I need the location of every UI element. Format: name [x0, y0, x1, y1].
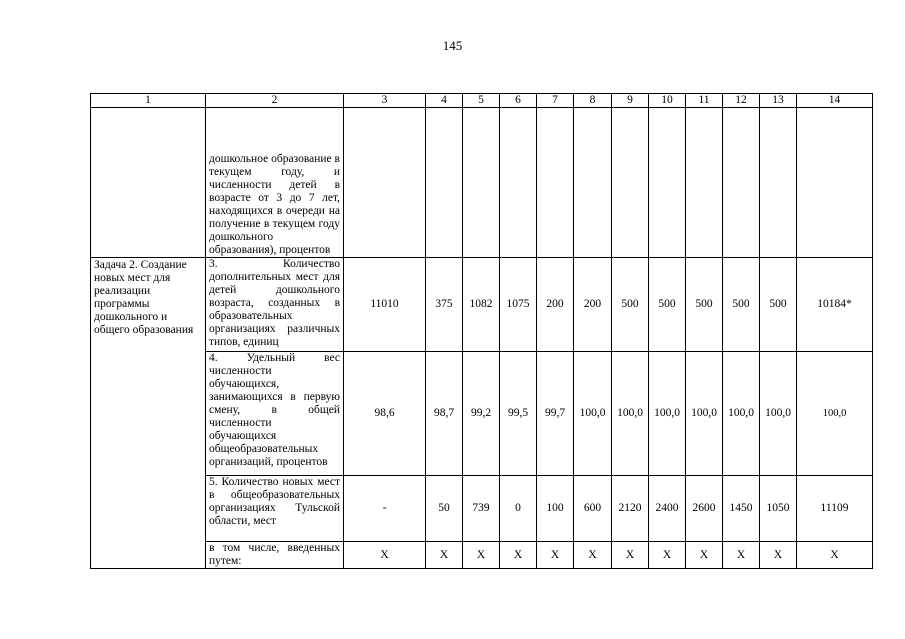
page-number: 145 [442, 38, 463, 53]
header-cell: 2 [206, 94, 344, 108]
value-cell: 2400 [649, 476, 686, 542]
value-cell: 500 [760, 258, 797, 352]
value-cell: 1450 [723, 476, 760, 542]
header-cell: 7 [537, 94, 574, 108]
value-cell [649, 108, 686, 258]
value-cell: X [426, 542, 463, 569]
value-cell: 10184* [797, 258, 873, 352]
value-cell: 99,5 [500, 352, 537, 476]
value-cell: 100,0 [574, 352, 612, 476]
value-cell: 98,6 [344, 352, 426, 476]
value-cell: 98,7 [426, 352, 463, 476]
task-cell [91, 108, 206, 258]
header-cell: 3 [344, 94, 426, 108]
indicator-cell: в том числе, введенных путем: [206, 542, 344, 569]
value-cell: 100 [537, 476, 574, 542]
indicator-cell: 5. Количество новых мест в общеобразовательных организациях Тульской области, мест [206, 476, 344, 542]
value-cell: X [500, 542, 537, 569]
value-cell: 0 [500, 476, 537, 542]
value-cell: 50 [426, 476, 463, 542]
header-cell: 14 [797, 94, 873, 108]
value-cell: X [537, 542, 574, 569]
header-cell: 6 [500, 94, 537, 108]
value-cell: 100,0 [723, 352, 760, 476]
indicators-table [90, 93, 873, 569]
indicator-cell: 4. Удельный вес численности обучающихся, занимающихся в первую смену, в общей численности обучающихся общеобразовательных организаций, процентов [206, 352, 344, 476]
value-cell: 500 [649, 258, 686, 352]
value-cell: X [574, 542, 612, 569]
value-cell: 200 [574, 258, 612, 352]
value-cell: X [760, 542, 797, 569]
table-row [91, 258, 873, 352]
value-cell [574, 108, 612, 258]
header-cell: 10 [649, 94, 686, 108]
value-cell: 100,0 [649, 352, 686, 476]
value-cell: 100,0 [797, 352, 873, 476]
value-cell: X [463, 542, 500, 569]
value-cell [760, 108, 797, 258]
header-cell: 1 [91, 94, 206, 108]
value-cell: 2600 [686, 476, 723, 542]
table-header-row [91, 94, 873, 108]
table-row [91, 542, 873, 569]
value-cell: 11010 [344, 258, 426, 352]
value-cell: 500 [612, 258, 649, 352]
header-cell: 8 [574, 94, 612, 108]
value-cell: 1082 [463, 258, 500, 352]
value-cell: X [612, 542, 649, 569]
value-cell [686, 108, 723, 258]
value-cell: 100,0 [760, 352, 797, 476]
value-cell: 100,0 [612, 352, 649, 476]
value-cell [537, 108, 574, 258]
value-cell: 100,0 [686, 352, 723, 476]
value-cell: 600 [574, 476, 612, 542]
value-cell [344, 108, 426, 258]
table-row [91, 352, 873, 476]
header-cell: 12 [723, 94, 760, 108]
value-cell: 500 [686, 258, 723, 352]
value-cell: X [723, 542, 760, 569]
value-cell [612, 108, 649, 258]
value-cell: 1050 [760, 476, 797, 542]
value-cell: X [344, 542, 426, 569]
table-row [91, 476, 873, 542]
value-cell: 11109 [797, 476, 873, 542]
value-cell: 375 [426, 258, 463, 352]
value-cell: 1075 [500, 258, 537, 352]
table-row [91, 108, 873, 258]
value-cell [463, 108, 500, 258]
header-cell: 13 [760, 94, 797, 108]
indicator-cell: дошкольное образование в текущем году, и численности детей в возрасте от 3 до 7 лет, находящихся в очереди на получение в текущем году дошкольного образования), процентов [206, 108, 344, 258]
value-cell: 500 [723, 258, 760, 352]
value-cell: 739 [463, 476, 500, 542]
header-cell: 11 [686, 94, 723, 108]
value-cell: 99,7 [537, 352, 574, 476]
value-cell [723, 108, 760, 258]
value-cell: X [649, 542, 686, 569]
header-cell: 4 [426, 94, 463, 108]
value-cell [797, 108, 873, 258]
indicator-cell: 3. Количество дополнительных мест для детей дошкольного возраста, созданных в образовательных организациях различных типов, единиц [206, 258, 344, 352]
value-cell: 2120 [612, 476, 649, 542]
task-cell: Задача 2. Создание новых мест для реализации программы дошкольного и общего образования [91, 258, 206, 569]
value-cell: X [686, 542, 723, 569]
value-cell [426, 108, 463, 258]
header-cell: 5 [463, 94, 500, 108]
value-cell: - [344, 476, 426, 542]
value-cell: 200 [537, 258, 574, 352]
value-cell [500, 108, 537, 258]
value-cell: X [797, 542, 873, 569]
value-cell: 99,2 [463, 352, 500, 476]
header-cell: 9 [612, 94, 649, 108]
